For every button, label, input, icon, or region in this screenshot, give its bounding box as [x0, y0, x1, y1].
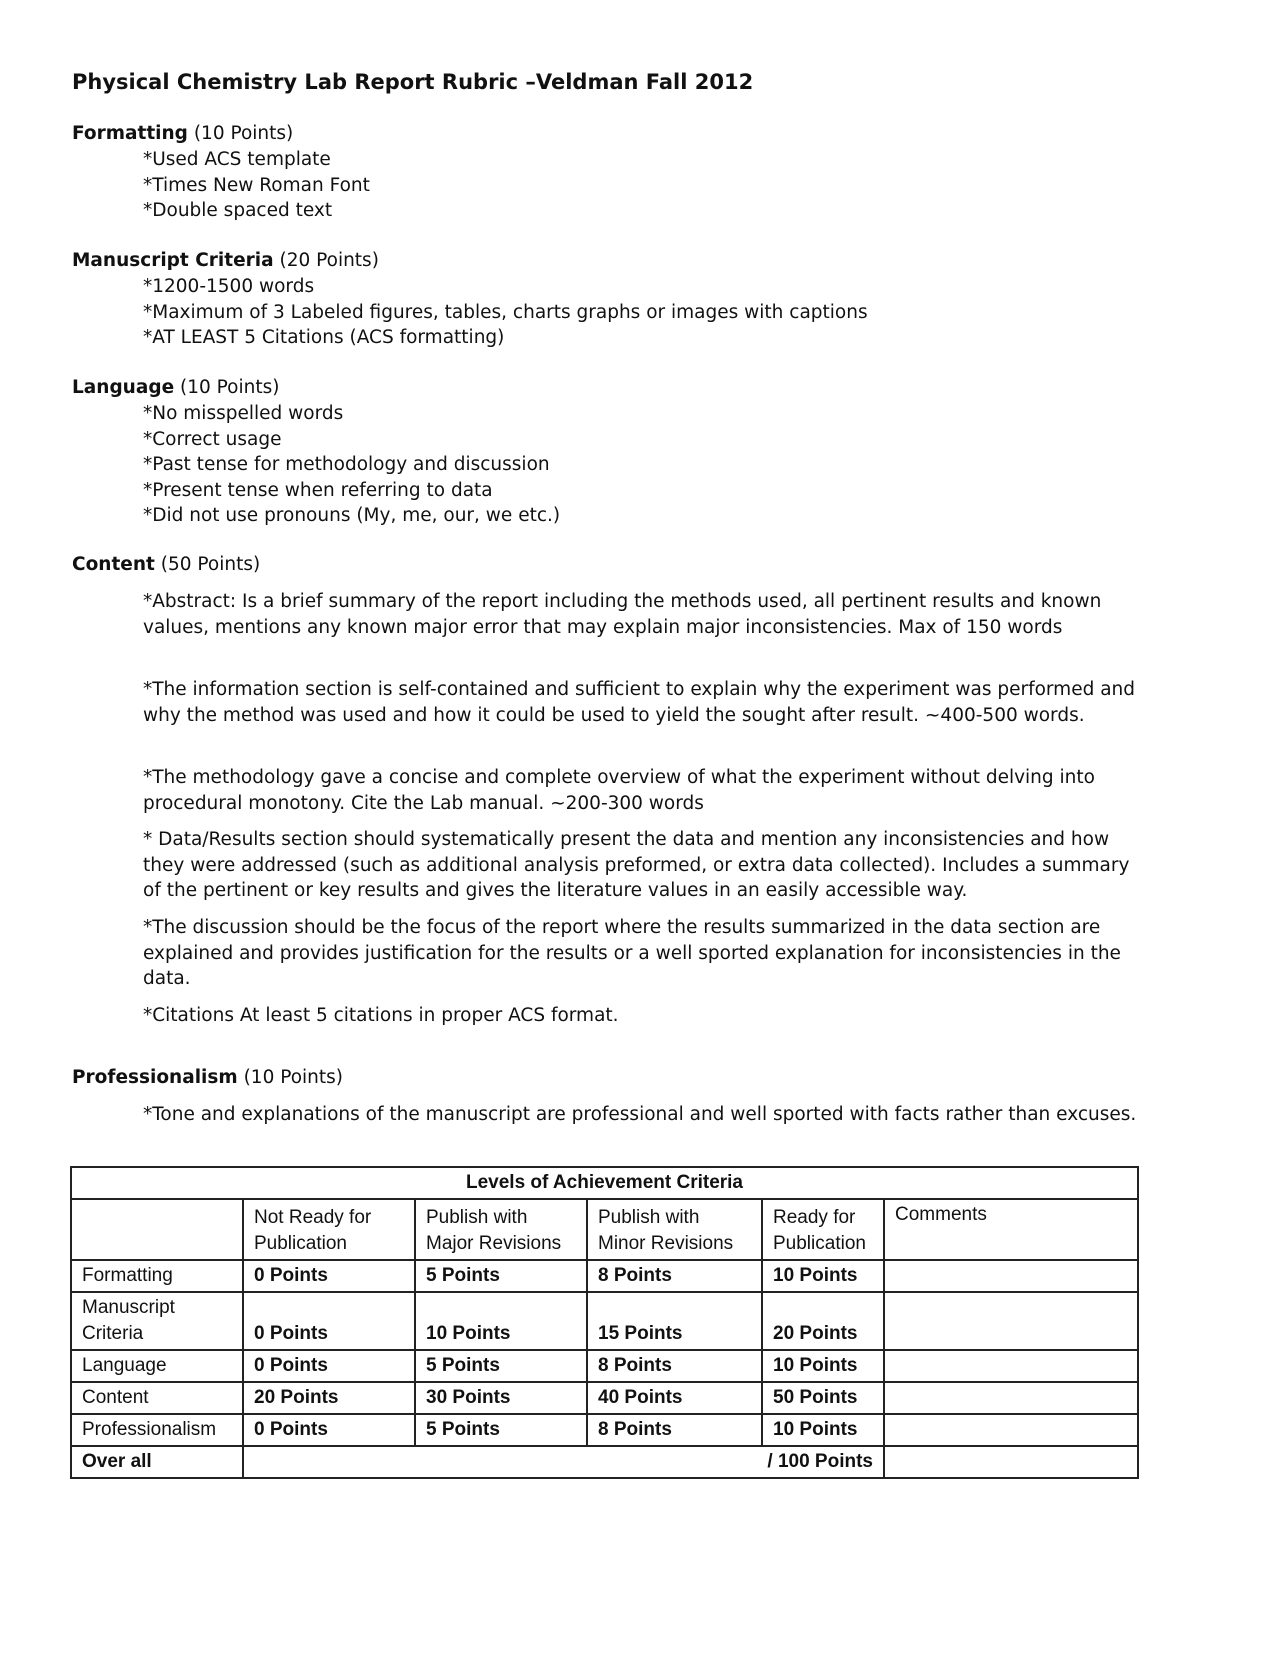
- document-title: Physical Chemistry Lab Report Rubric –Veldman Fall 2012: [72, 70, 754, 94]
- criteria-list: [143, 274, 868, 351]
- row-label: Professionalism: [71, 1414, 243, 1446]
- comment-cell[interactable]: [884, 1382, 1138, 1414]
- overall-value: / 100 Points: [243, 1446, 884, 1478]
- points-cell: 8 Points: [587, 1414, 762, 1446]
- points-cell: 5 Points: [415, 1350, 587, 1382]
- criteria-paragraph: * Data/Results section should systematically present the data and mention any inconsistencies and how they were addressed (such as additional analysis preformed, or extra data collected). Includes a summary of the pertinent or key results and gives the literature values in an easily accessible way.: [143, 829, 1130, 901]
- section-points: (10 Points): [243, 1067, 344, 1088]
- points-cell: 5 Points: [415, 1260, 587, 1292]
- criteria-item: *Correct usage: [143, 428, 282, 450]
- points-cell: 0 Points: [243, 1292, 415, 1350]
- points-cell: 8 Points: [587, 1350, 762, 1382]
- row-label: Language: [71, 1350, 243, 1382]
- criteria-list: [143, 401, 560, 529]
- criteria-item: *Double spaced text: [143, 200, 333, 221]
- header-comments: Comments: [884, 1199, 1138, 1260]
- points-cell: 50 Points: [762, 1382, 884, 1414]
- section-name: Content: [72, 554, 155, 575]
- criteria-item: *Past tense for methodology and discussion: [143, 454, 550, 475]
- header-blank: [71, 1199, 243, 1260]
- criteria-paragraph: *Tone and explanations of the manuscript are professional and well sported with facts rather than excuses.: [143, 1104, 1137, 1125]
- section-heading: [72, 375, 279, 401]
- header-not-ready: Not Ready for Publication: [243, 1199, 415, 1260]
- comment-cell[interactable]: [884, 1292, 1138, 1350]
- points-cell: 40 Points: [587, 1382, 762, 1414]
- section-heading: [72, 1065, 343, 1091]
- points-cell: 20 Points: [243, 1382, 415, 1414]
- header-minor: Publish with Minor Revisions: [587, 1199, 762, 1260]
- table-caption: Levels of Achievement Criteria: [71, 1167, 1138, 1199]
- criteria-item: *Did not use pronouns (My, me, our, we etc.): [143, 505, 561, 526]
- points-cell: 0 Points: [243, 1260, 415, 1292]
- header-ready: Ready for Publication: [762, 1199, 884, 1260]
- section-points: (20 Points): [279, 250, 379, 271]
- table-row: [71, 1260, 1138, 1292]
- table-row: [71, 1414, 1138, 1446]
- criteria-list: [143, 147, 370, 224]
- section-points: (10 Points): [193, 123, 294, 144]
- criteria-item: *Present tense when referring to data: [143, 479, 493, 501]
- comment-cell[interactable]: [884, 1414, 1138, 1446]
- criteria-item: *Times New Roman Font: [143, 174, 370, 196]
- section-name: Manuscript Criteria: [72, 250, 274, 271]
- points-cell: 10 Points: [415, 1292, 587, 1350]
- criteria-item: *1200-1500 words: [143, 276, 315, 297]
- points-cell: 20 Points: [762, 1292, 884, 1350]
- overall-label: Over all: [71, 1446, 243, 1478]
- criteria-paragraph: *The discussion should be the focus of the report where the results summarized in the data section are explained and provides justification for the results or a well sported explanation for inconsistencies in the data.: [143, 917, 1121, 989]
- points-cell: 10 Points: [762, 1260, 884, 1292]
- comment-cell[interactable]: [884, 1350, 1138, 1382]
- points-cell: 0 Points: [243, 1414, 415, 1446]
- section-points: (50 Points): [160, 554, 261, 575]
- header-major: Publish with Major Revisions: [415, 1199, 587, 1260]
- table-row: [71, 1382, 1138, 1414]
- table-row: [71, 1350, 1138, 1382]
- criteria-paragraph: *The information section is self-contained and sufficient to explain why the experiment was performed and why the method was used and how it could be used to yield the sought after result. ~400-500 words.: [143, 679, 1136, 726]
- criteria-paragraph: *Citations At least 5 citations in proper ACS format.: [143, 1005, 619, 1026]
- section-heading: [72, 121, 293, 147]
- section-name: Language: [72, 377, 175, 398]
- row-label: Content: [71, 1382, 243, 1414]
- overall-comment[interactable]: [884, 1446, 1138, 1478]
- points-cell: 15 Points: [587, 1292, 762, 1350]
- row-label: Formatting: [71, 1260, 243, 1292]
- points-cell: 8 Points: [587, 1260, 762, 1292]
- criteria-paragraph: *Abstract: Is a brief summary of the report including the methods used, all pertinent results and known values, mentions any known major error that may explain major inconsistencies. Max of 150 words: [143, 591, 1102, 638]
- points-cell: 10 Points: [762, 1414, 884, 1446]
- row-label: Manuscript Criteria: [71, 1292, 243, 1350]
- criteria-item: *No misspelled words: [143, 403, 344, 424]
- section-points: (10 Points): [180, 377, 280, 398]
- points-cell: 10 Points: [762, 1350, 884, 1382]
- table-row: [71, 1292, 1138, 1350]
- criteria-item: *AT LEAST 5 Citations (ACS formatting): [143, 327, 505, 348]
- section-name: Professionalism: [72, 1067, 238, 1088]
- section-name: Formatting: [72, 123, 188, 144]
- points-cell: 5 Points: [415, 1414, 587, 1446]
- criteria-item: *Maximum of 3 Labeled figures, tables, charts graphs or images with captions: [143, 301, 868, 323]
- points-cell: 30 Points: [415, 1382, 587, 1414]
- criteria-paragraph: *The methodology gave a concise and complete overview of what the experiment without delving into procedural monotony. Cite the Lab manual. ~200-300 words: [143, 767, 1095, 814]
- points-cell: 0 Points: [243, 1350, 415, 1382]
- section-heading: [72, 552, 260, 578]
- section-heading: [72, 248, 379, 274]
- comment-cell[interactable]: [884, 1260, 1138, 1292]
- rubric-table: [70, 1166, 1139, 1479]
- criteria-item: *Used ACS template: [143, 149, 331, 170]
